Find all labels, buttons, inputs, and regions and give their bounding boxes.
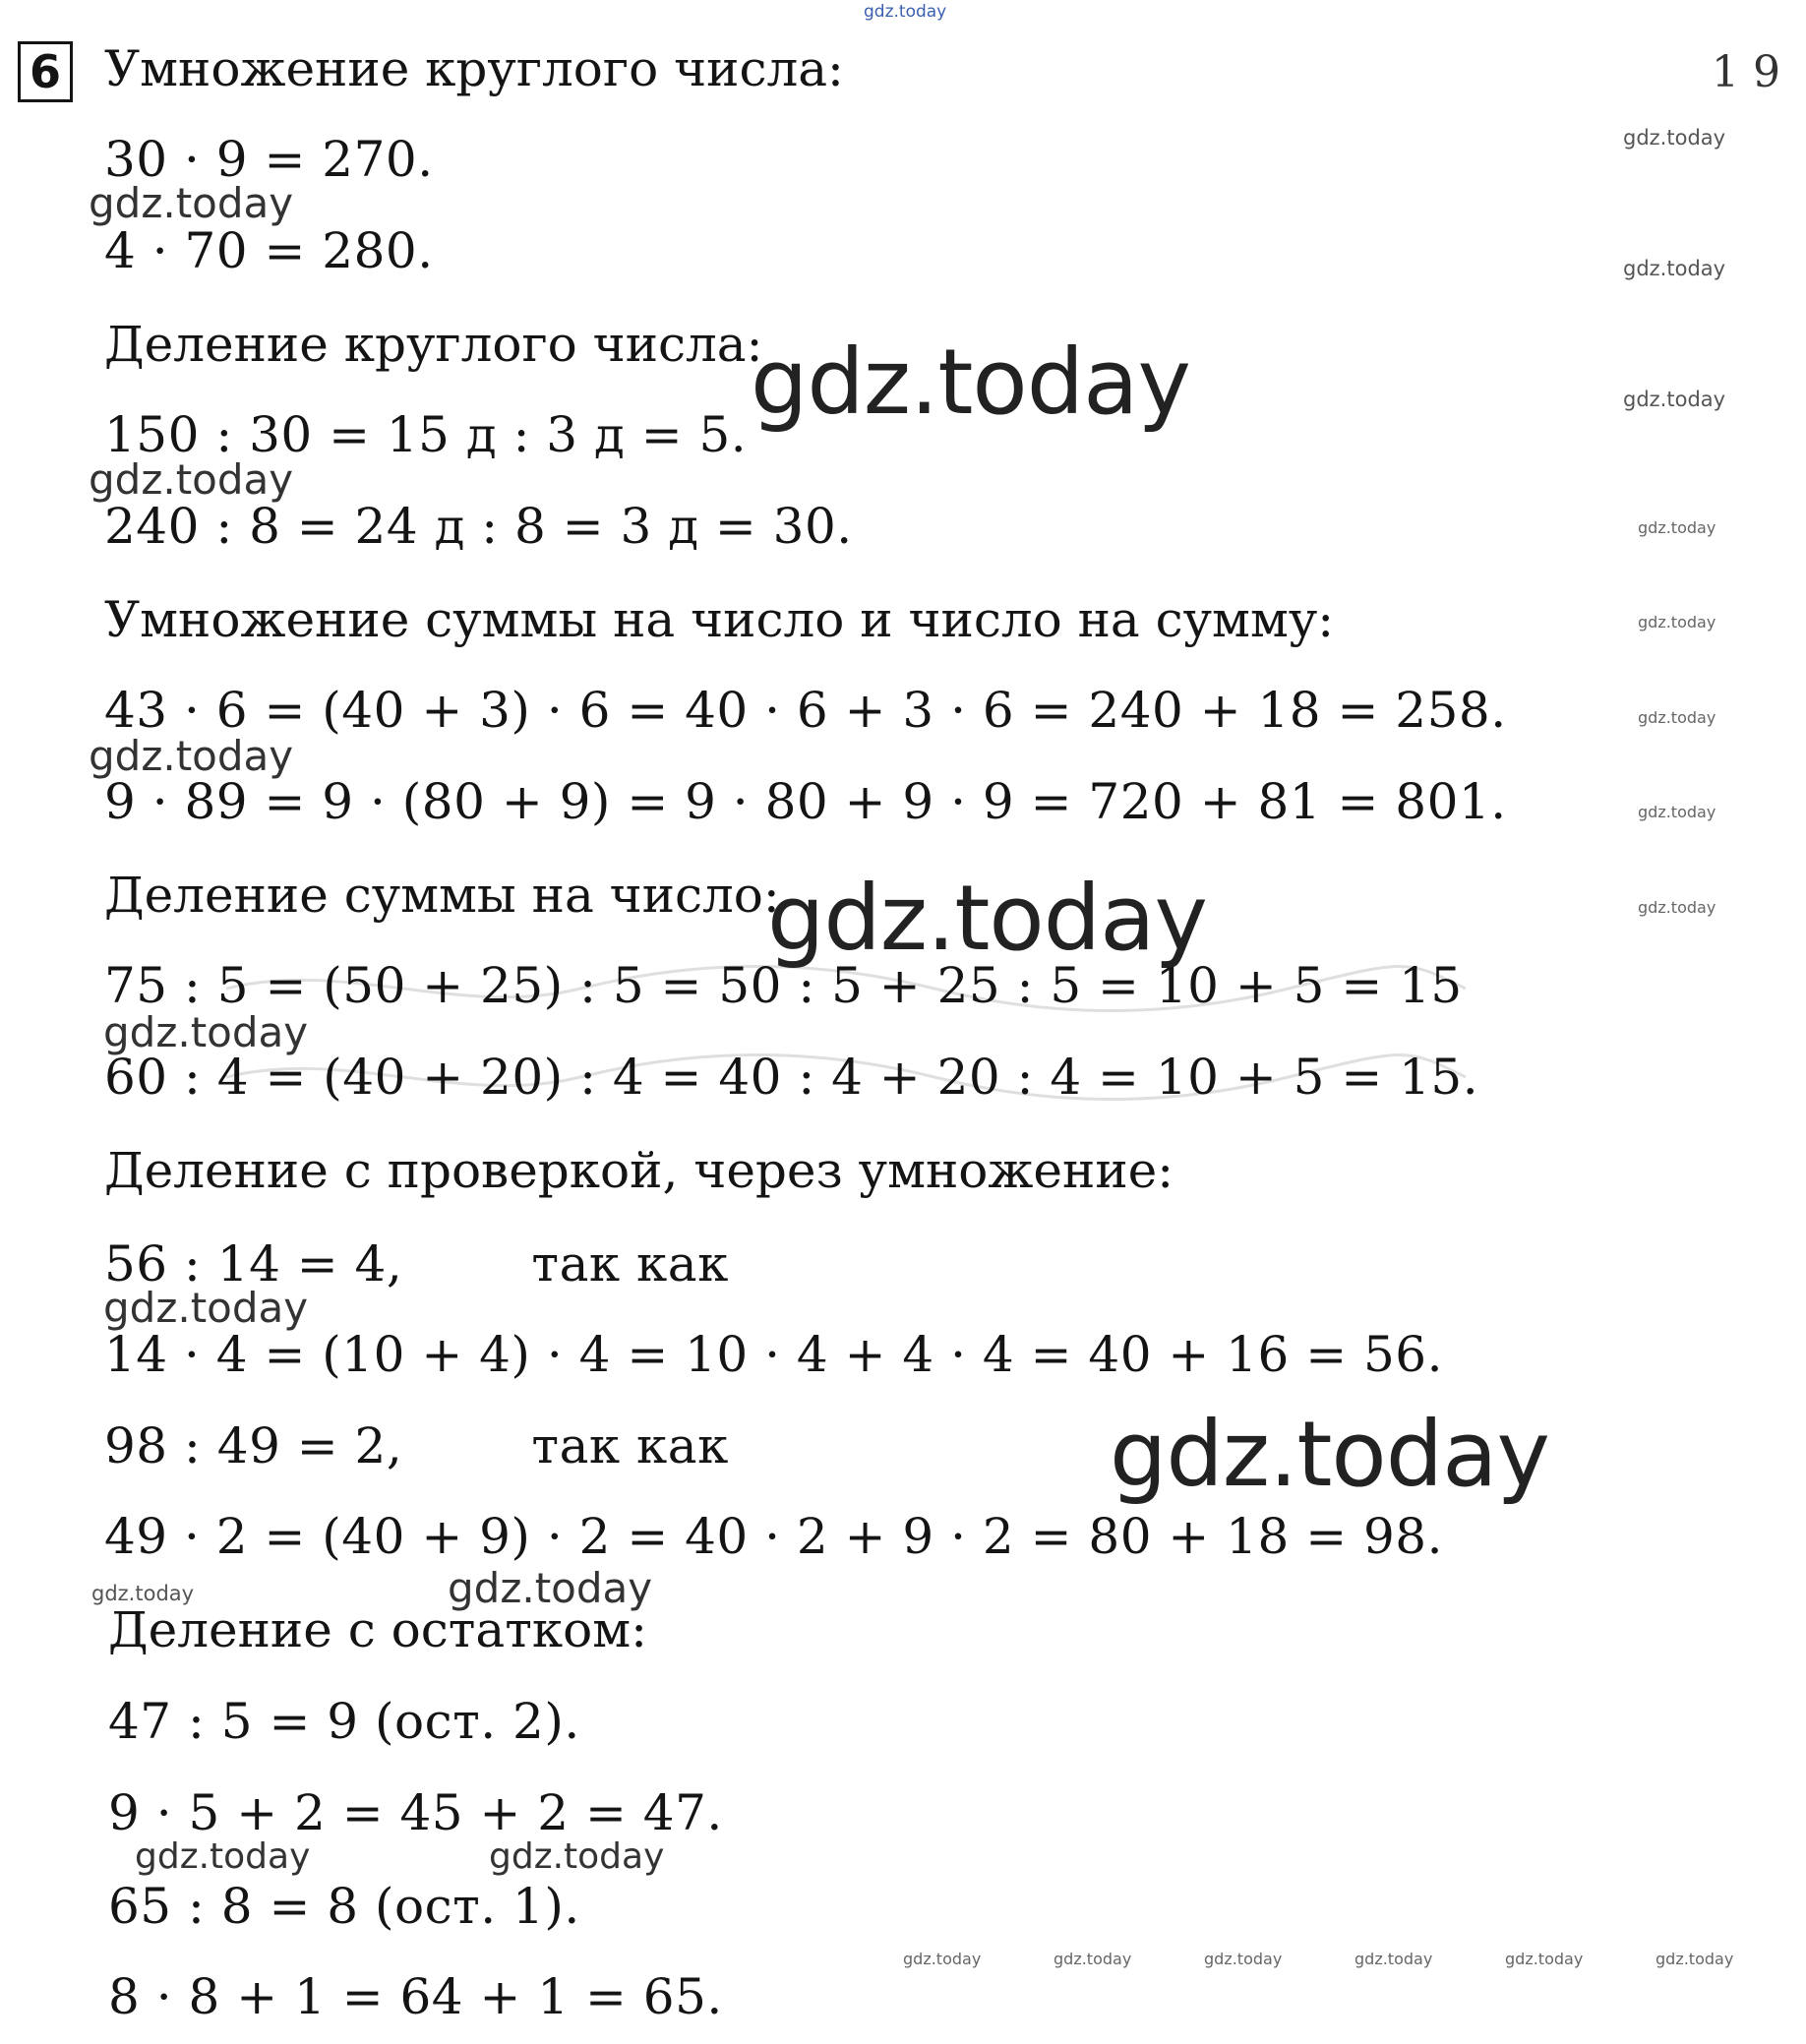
watermark-text: gdz.today — [1623, 126, 1726, 150]
watermark-text: gdz.today — [751, 330, 1190, 435]
equation-line: 240 : 8 = 24 д : 8 = 3 д = 30. — [104, 498, 853, 555]
watermark-text: gdz.today — [864, 2, 947, 22]
watermark-text: gdz.today — [1054, 1950, 1132, 1968]
heading-round-division: Деление круглого числа: — [104, 316, 763, 373]
heading-sum-division: Деление суммы на число: — [104, 867, 780, 924]
equation-line: 150 : 30 = 15 д : 3 д = 5. — [104, 406, 748, 463]
heading-sum-multiplication: Умножение суммы на число и число на сумму: — [104, 591, 1335, 648]
heading-division-check: Деление с проверкой, через умножение: — [104, 1142, 1174, 1199]
watermark-text: gdz.today — [1638, 613, 1716, 631]
equation-line: 9 · 5 + 2 = 45 + 2 = 47. — [108, 1784, 723, 1841]
watermark-text: gdz.today — [1638, 518, 1716, 537]
watermark-text: gdz.today — [1623, 388, 1726, 411]
watermark-text: gdz.today — [1638, 708, 1716, 727]
equation-line: 49 · 2 = (40 + 9) · 2 = 40 · 2 + 9 · 2 = 80 + 18 = 98. — [104, 1508, 1444, 1565]
watermark-text: gdz.today — [91, 1582, 195, 1605]
watermark-text: gdz.today — [1638, 898, 1716, 917]
watermark-text: gdz.today — [767, 866, 1207, 971]
watermark-text: gdz.today — [489, 1836, 665, 1877]
watermark-text: gdz.today — [103, 1284, 309, 1332]
equation-line: 4 · 70 = 280. — [104, 222, 434, 279]
watermark-text: gdz.today — [89, 732, 294, 780]
heading-division-remainder: Деление с остатком: — [108, 1601, 647, 1658]
equation-line: 75 : 5 = (50 + 25) : 5 = 50 : 5 + 25 : 5 = 10 + 5 = 15 — [104, 957, 1463, 1014]
equation-line: 47 : 5 = 9 (ост. 2). — [108, 1693, 580, 1750]
equation-line: 60 : 4 = (40 + 20) : 4 = 40 : 4 + 20 : 4 = 10 + 5 = 15. — [104, 1049, 1479, 1106]
watermark-text: gdz.today — [1656, 1950, 1734, 1968]
equation-line: 98 : 49 = 2, так как — [104, 1417, 729, 1474]
equation-line: 30 · 9 = 270. — [104, 131, 434, 188]
equation-line: 56 : 14 = 4, так как — [104, 1235, 729, 1293]
watermark-text: gdz.today — [89, 455, 294, 504]
corner-page-mark: 1 9 — [1712, 47, 1780, 97]
watermark-text: gdz.today — [1638, 803, 1716, 821]
equation-line: 65 : 8 = 8 (ост. 1). — [108, 1878, 580, 1935]
watermark-text: gdz.today — [135, 1836, 311, 1877]
watermark-text: gdz.today — [1354, 1950, 1433, 1968]
ghost-scribble — [226, 959, 1466, 1116]
watermark-text: gdz.today — [103, 1008, 309, 1056]
task-number-badge: 6 — [18, 41, 73, 102]
equation-line: 8 · 8 + 1 = 64 + 1 = 65. — [108, 1968, 723, 2025]
watermark-text: gdz.today — [1110, 1402, 1549, 1507]
watermark-text: gdz.today — [903, 1950, 982, 1968]
watermark-text: gdz.today — [1623, 257, 1726, 280]
heading-round-multiplication: Умножение круглого числа: — [104, 40, 844, 97]
watermark-text: gdz.today — [448, 1564, 653, 1612]
watermark-text: gdz.today — [1505, 1950, 1584, 1968]
equation-line: 43 · 6 = (40 + 3) · 6 = 40 · 6 + 3 · 6 = 240 + 18 = 258. — [104, 682, 1507, 739]
equation-line: 9 · 89 = 9 · (80 + 9) = 9 · 80 + 9 · 9 = 720 + 81 = 801. — [104, 773, 1507, 830]
equation-line: 14 · 4 = (10 + 4) · 4 = 10 · 4 + 4 · 4 = 40 + 16 = 56. — [104, 1326, 1444, 1383]
watermark-text: gdz.today — [1204, 1950, 1283, 1968]
watermark-text: gdz.today — [89, 179, 294, 227]
